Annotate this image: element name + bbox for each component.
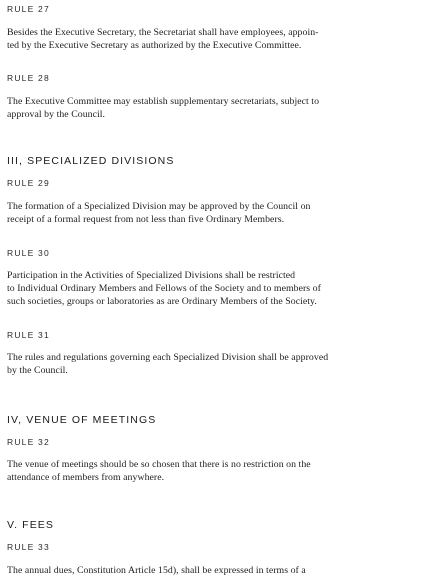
rule-27-text-line-2: ted by the Executive Secretary as authorized by the Executive Committee. [7, 40, 302, 51]
section-heading-venue-of-meetings: IV, VENUE OF MEETINGS [7, 414, 157, 426]
section-heading-fees: V. FEES [7, 519, 54, 531]
rule-27-text-line-1: Besides the Executive Secretary, the Secretariat shall have employees, appoin- [7, 27, 319, 38]
rule-32-text-line-1: The venue of meetings should be so chosen that there is no restriction on the [7, 459, 311, 470]
rule-label-32: RULE 32 [7, 437, 50, 447]
rule-label-31: RULE 31 [7, 330, 50, 340]
rule-31-text-line-2: by the Council. [7, 365, 68, 376]
rule-30-text-line-3: such societies, groups or laboratories as are Ordinary Members of the Society. [7, 296, 317, 307]
rule-32-text-line-2: attendance of members from anywhere. [7, 472, 165, 483]
rule-33-text-line-1: The annual dues, Constitution Article 15d), shall be expressed in terms of a [7, 565, 306, 576]
section-heading-specialized-divisions: III, SPECIALIZED DIVISIONS [7, 155, 175, 167]
rule-28-text-line-2: approval by the Council. [7, 109, 106, 120]
rule-29-text-line-2: receipt of a formal request from not less than five Ordinary Members. [7, 214, 285, 225]
rule-28-text-line-1: The Executive Committee may establish supplementary secretariats, subject to [7, 96, 320, 107]
rule-label-28: RULE 28 [7, 73, 50, 83]
rule-30-text-line-2: to Individual Ordinary Members and Fellows of the Society and to members of [7, 283, 321, 294]
rule-29-text-line-1: The formation of a Specialized Division may be approved by the Council on [7, 201, 311, 212]
rule-label-30: RULE 30 [7, 248, 50, 258]
rule-30-text-line-1: Participation in the Activities of Specialized Divisions shall be restricted [7, 270, 296, 281]
rule-label-29: RULE 29 [7, 178, 50, 188]
rule-label-27: RULE 27 [7, 4, 50, 14]
rule-31-text-line-1: The rules and regulations governing each Specialized Division shall be approved [7, 352, 329, 363]
rule-label-33: RULE 33 [7, 542, 50, 552]
